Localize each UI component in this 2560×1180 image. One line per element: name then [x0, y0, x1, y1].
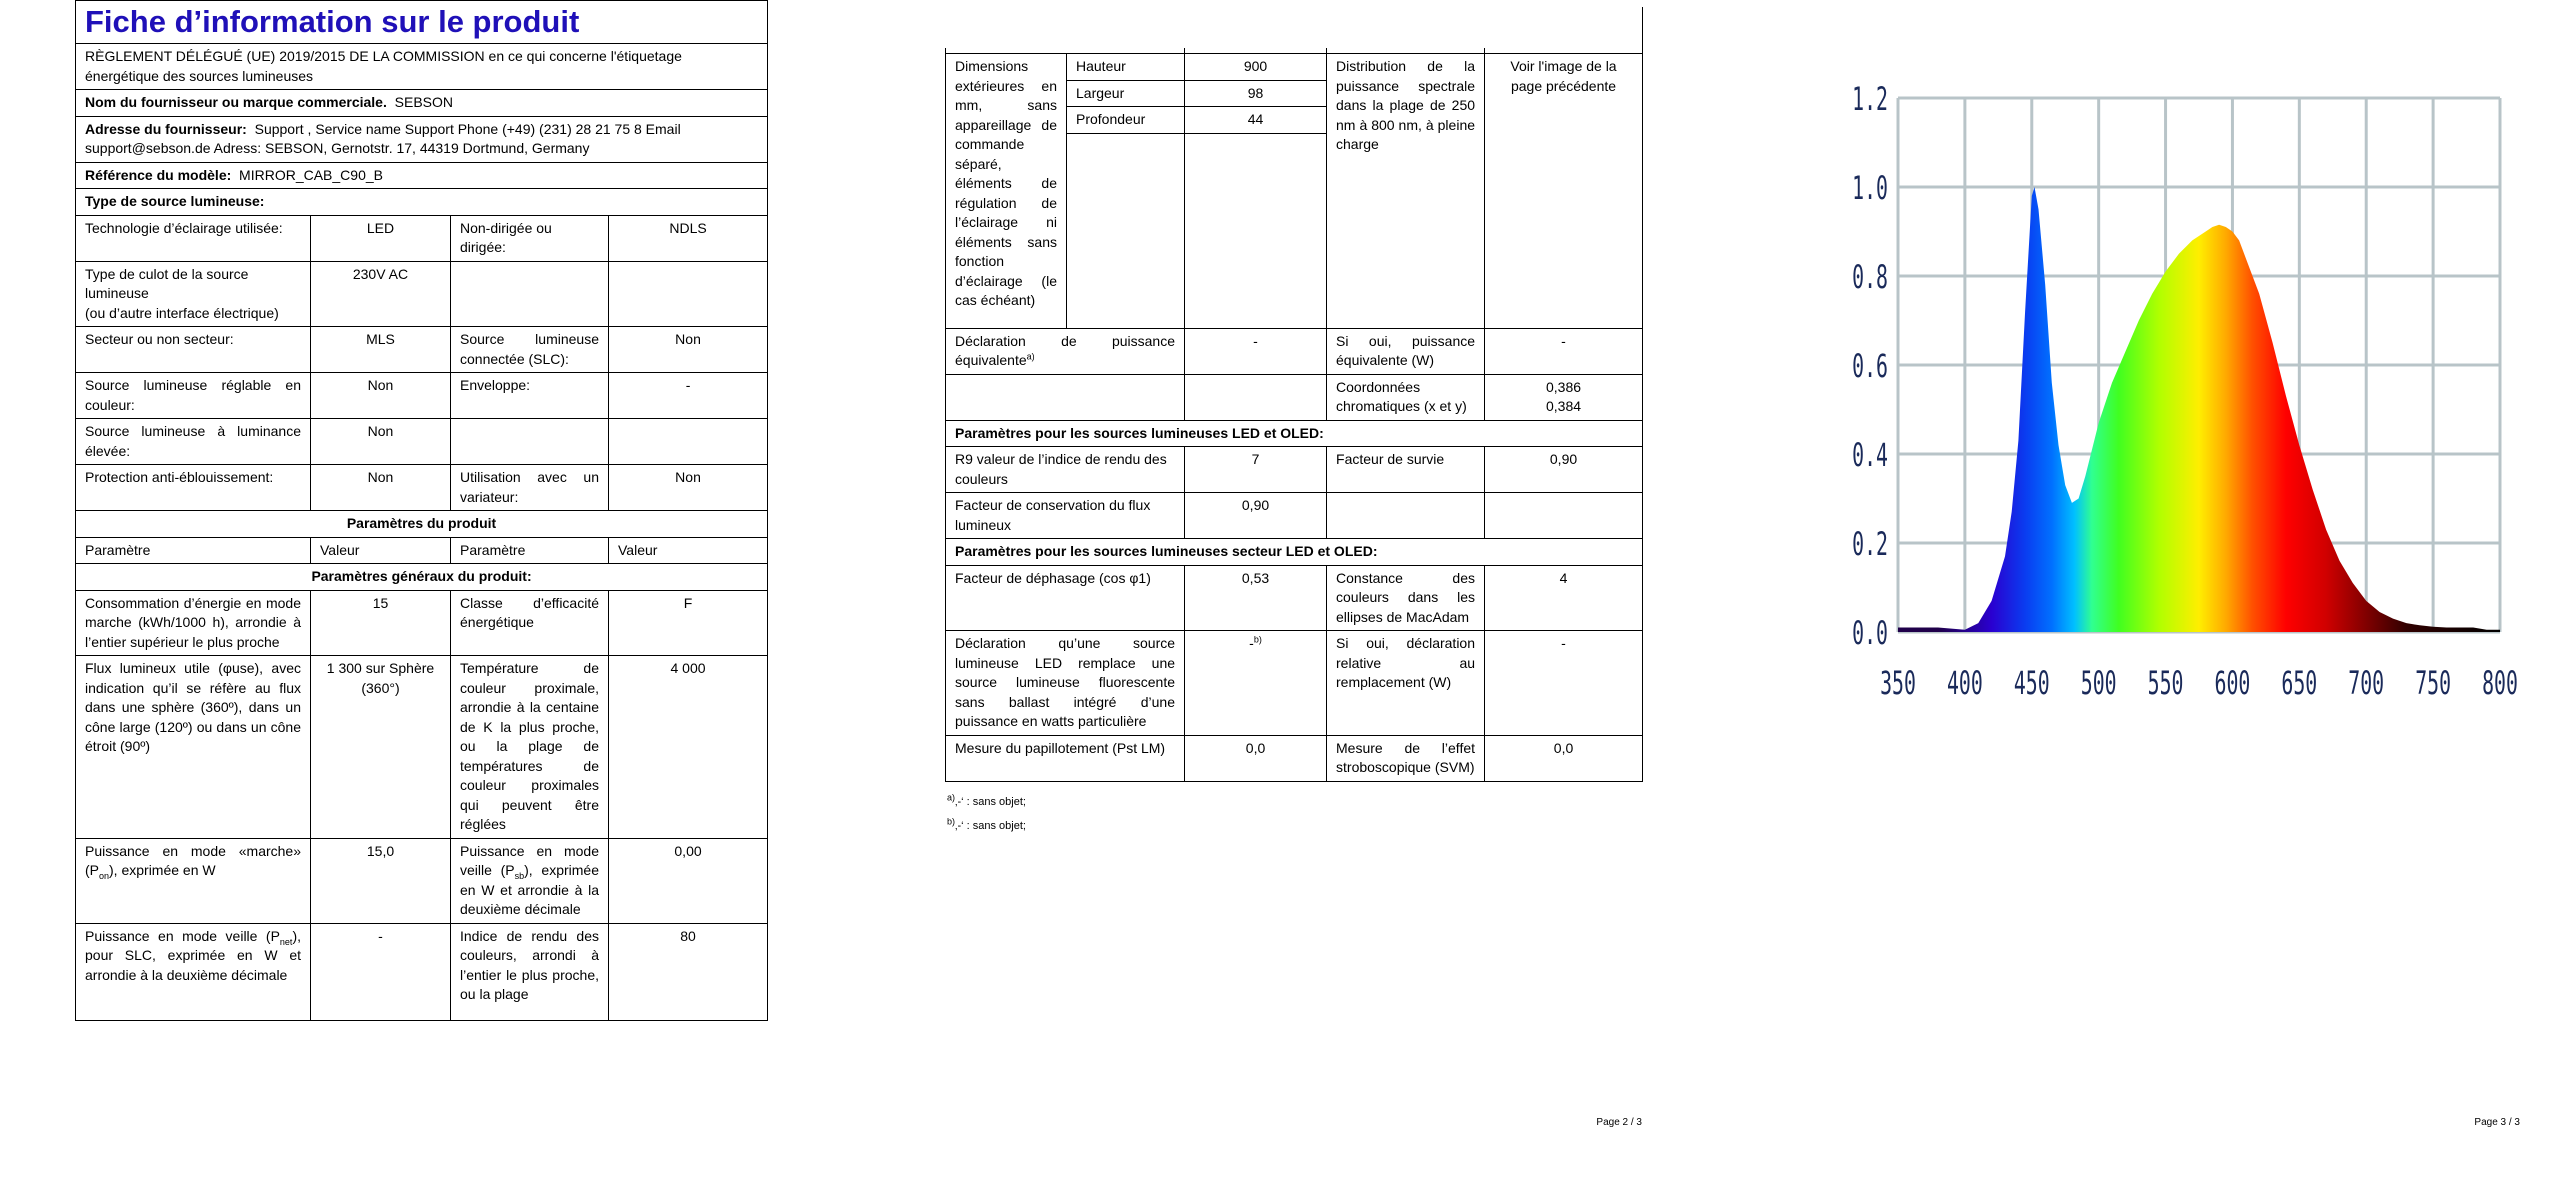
- footnote-b: $^{b)}$‚-‘ : sans objet;: [947, 815, 1026, 832]
- product-info-table-p1: [75, 0, 768, 1021]
- params-heading: Paramètres du produit: [76, 511, 768, 538]
- table-row: Protection anti-éblouissement: Non Utilisation avec un variateur: Non: [76, 465, 768, 511]
- table-row: Facteur de déphasage (cos φ1) 0,53 Constance des couleurs dans les ellipses de MacAdam 4: [946, 565, 1643, 631]
- table-row: Secteur ou non secteur: MLS Source lumineuse connectée (SLC): Non: [76, 327, 768, 373]
- y-tick-label: 1.2: [1852, 81, 1888, 119]
- x-tick-label: 700: [2348, 665, 2385, 703]
- table-row: R9 valeur de l’indice de rendu des couleurs 7 Facteur de survie 0,90: [946, 447, 1643, 493]
- type-heading: Type de source lumineuse:: [76, 189, 768, 216]
- page-1: [75, 0, 767, 1180]
- general-heading: Paramètres généraux du produit:: [76, 564, 768, 591]
- led-heading: Paramètres pour les sources lumineuses LED et OLED:: [946, 420, 1643, 447]
- table-row: Consommation d’énergie en mode marche (kWh/1000 h), arrondie à l’entier supérieur le plus proche 15 Classe d’efficacité énergétique F: [76, 590, 768, 656]
- dimensions-label: Dimensions extérieures en mm, sans appareillage de commande séparé, éléments de régulation de l’éclairage ni éléments sans fonction d’éclairage (le cas échéant): [946, 54, 1067, 329]
- model-value: MIRROR_CAB_C90_B: [239, 166, 383, 183]
- page-number: Page 2 / 3: [1596, 1117, 1642, 1128]
- spectrum-chart: [1800, 0, 2520, 760]
- y-tick-label: 1.0: [1852, 170, 1888, 208]
- product-info-table-p2: [945, 7, 1643, 782]
- x-tick-label: 550: [2147, 665, 2184, 703]
- regulation-text: RÈGLEMENT DÉLÉGUÉ (UE) 2019/2015 DE LA COMMISSION en ce qui concerne l'étiquetage énergétique des sources lumineuses: [76, 44, 768, 90]
- table-row: Profondeur 44: [946, 107, 1643, 134]
- model-row: Référence du modèle: MIRROR_CAB_C90_B: [76, 162, 768, 189]
- address-row: Adresse du fournisseur: Support , Service name Support Phone (+49) (231) 28 21 75 8 Email support@sebson.de Adress: SEBSON, Gernotstr. 17, 44319 Dortmund, Germany: [76, 116, 768, 162]
- y-tick-label: 0.0: [1852, 615, 1888, 653]
- y-tick-label: 0.4: [1852, 437, 1888, 475]
- page-2-top-mask: [945, 0, 1642, 48]
- y-tick-label: 0.6: [1852, 348, 1888, 386]
- table-row: Puissance en mode «marche» $(P_{on})$, exprimée en W 15,0 Puissance en mode veille $(P_{sb})$, exprimée en W et arrondie à la deuxième décimale 0,00: [76, 838, 768, 923]
- x-tick-label: 400: [1946, 665, 1983, 703]
- y-tick-label: 0.8: [1852, 259, 1888, 297]
- table-row: Dimensions extérieures en mm, sans appareillage de commande séparé, éléments de régulation de l’éclairage ni éléments sans fonction d’éclairage (le cas échéant) Hauteur 900 Distribution de la puissance spectrale dans la plage de 250 nm à 800 nm, à pleine charge Voir l'image de la page précédente: [946, 54, 1643, 81]
- x-tick-label: 650: [2281, 665, 2318, 703]
- page-title: Fiche d’information sur le produit: [76, 1, 768, 44]
- x-tick-label: 750: [2415, 665, 2452, 703]
- x-tick-label: 350: [1880, 665, 1916, 703]
- mains-heading: Paramètres pour les sources lumineuses secteur LED et OLED:: [946, 539, 1643, 566]
- table-row: Déclaration qu’une source lumineuse LED remplace une source lumineuse fluorescente sans ballast intégré d’une puissance en watts particulière -$^{b)}$ Si oui, déclaration relative au remplacement (W) -: [946, 631, 1643, 736]
- x-tick-label: 600: [2214, 665, 2251, 703]
- chroma-y: 0,384: [1545, 398, 1582, 414]
- chroma-x: 0,386: [1545, 378, 1582, 395]
- page-number: Page 3 / 3: [2474, 1117, 2520, 1128]
- column-headers: Paramètre Valeur Paramètre Valeur: [76, 537, 768, 564]
- table-row: Type de culot de la source lumineuse (ou d’autre interface électrique) 230V AC: [76, 261, 768, 327]
- table-row: Puissance en mode veille $(P_{net})$, pour SLC, exprimée en W et arrondie à la deuxième décimale - Indice de rendu des couleurs, arrondi à l’entier le plus proche, ou la plage 80: [76, 923, 768, 1020]
- table-row: Largeur 98: [946, 80, 1643, 107]
- supplier-value: SEBSON: [394, 94, 453, 110]
- table-row: Flux lumineux utile (φuse), avec indication qu’il se réfère au flux dans une sphère (360º), dans un cône large (120º) ou dans un cône étroit (90º) 1 300 sur Sphère (360°) Température de couleur proximale, arrondie à la centaine de K la plus proche, ou la plage de températures de couleur proximales qui peuvent être réglées 4 000: [76, 656, 768, 839]
- page-3: [1800, 0, 2520, 1180]
- x-tick-label: 500: [2080, 665, 2117, 703]
- table-row: Mesure du papillotement (Pst LM) 0,0 Mesure de l’effet stroboscopique (SVM) 0,0: [946, 735, 1643, 781]
- y-tick-label: 0.2: [1852, 526, 1888, 564]
- footnote-a: $^{a)}$‚-‘ : sans objet;: [947, 791, 1026, 808]
- supplier-row: Nom du fournisseur ou marque commerciale. SEBSON: [76, 90, 768, 117]
- x-tick-label: 800: [2482, 665, 2518, 703]
- table-row: Technologie d’éclairage utilisée: LED Non-dirigée ou dirigée: NDLS: [76, 215, 768, 261]
- table-row: Déclaration de puissance équivalente$^{a)}$ - Si oui, puissance équivalente (W) -: [946, 328, 1643, 374]
- table-row: Facteur de conservation du flux lumineux 0,90: [946, 493, 1643, 539]
- footnotes: [945, 790, 1642, 838]
- page-2: [945, 0, 1642, 1180]
- address-value: Support , Service name Support Phone (+49) (231) 28 21 75 8 Email support@sebson.de Adress: SEBSON, Gernotstr. 17, 44319 Dortmund, Germany: [85, 120, 681, 156]
- table-row: Coordonnées chromatiques (x et y) 0,386 0,384: [946, 374, 1643, 420]
- x-tick-label: 450: [2013, 665, 2050, 703]
- page-1-bottom-mask: [75, 1103, 767, 1180]
- table-row: Source lumineuse à luminance élevée: Non: [76, 419, 768, 465]
- table-row: Source lumineuse réglable en couleur: Non Enveloppe: -: [76, 373, 768, 419]
